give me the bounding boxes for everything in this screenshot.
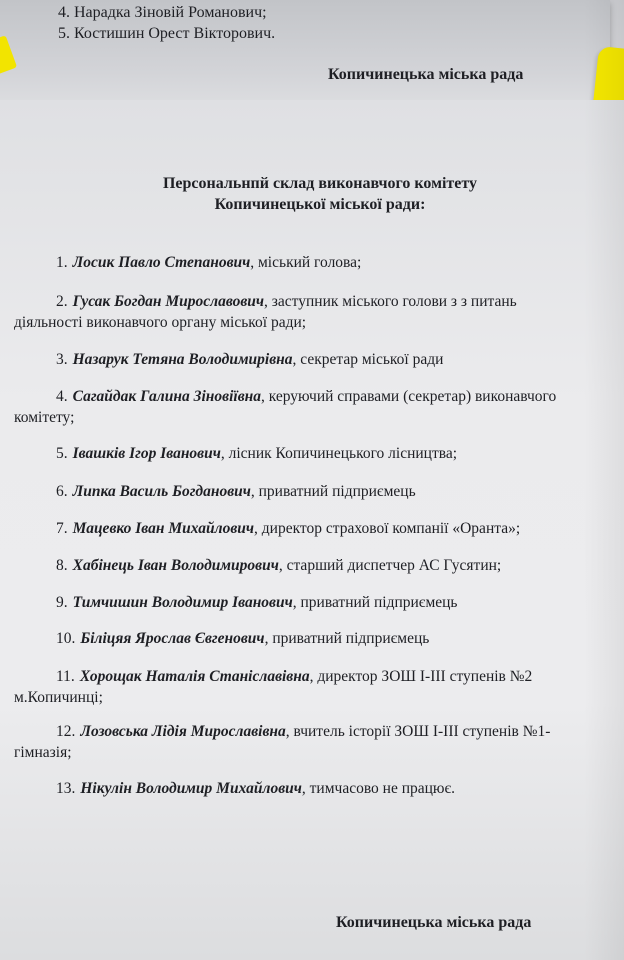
member-num: 13. (56, 780, 76, 797)
member-num: 7. (56, 520, 68, 537)
member-role-cont: діяльності виконавчого органу міської ради; (14, 314, 307, 331)
member-10 (14, 628, 612, 649)
council-name-top: Копичинецька міська рада (328, 66, 524, 83)
member-role: , лісник Копичинецького лісництва; (220, 445, 458, 462)
member-12 (14, 721, 612, 763)
member-name: Мацевко Іван Михайлович (72, 520, 255, 537)
member-role: , заступник міського голови з з питань (264, 293, 517, 310)
member-1 (14, 252, 612, 273)
member-9 (14, 592, 612, 613)
member-num: 6. (56, 483, 68, 500)
member-role: , старший диспетчер АС Гусятин; (278, 557, 502, 574)
member-role: , міський голова; (250, 254, 362, 271)
member-name: Івашків Ігор Іванович (72, 445, 221, 462)
member-4 (14, 386, 612, 428)
member-role: , приватний підприємець (250, 483, 416, 500)
council-name-bottom: Копичинецька міська рада (336, 914, 532, 931)
member-role: , директор ЗОШ I-III ступенів №2 (309, 668, 533, 685)
previous-page-sheet (0, 0, 610, 104)
member-name: Нікулін Володимир Михайлович (80, 780, 302, 797)
list-item-4: 4. Нарадка Зіновій Романович; (58, 4, 267, 21)
member-num: 4. (56, 388, 68, 405)
member-name: Хабінець Іван Володимирович (72, 557, 279, 574)
member-name: Тимчишин Володимир Іванович (72, 594, 293, 611)
member-num: 12. (56, 723, 76, 740)
member-role: , директор страхової компанії «Оранта»; (254, 520, 521, 537)
member-role: , керуючий справами (секретар) виконавчого (260, 388, 557, 405)
member-num: 1. (56, 254, 68, 271)
member-role: , тимчасово не працює. (301, 780, 456, 797)
member-num: 10. (56, 630, 76, 647)
member-num: 3. (56, 351, 68, 368)
member-role-cont: гімназія; (14, 744, 72, 761)
member-name: Біліцяя Ярослав Євгенович (80, 630, 265, 647)
list-item-5: 5. Костишин Орест Вікторович. (58, 25, 276, 42)
member-name: Сагайдак Галина Зіновіївна (72, 388, 261, 405)
heading-line-1: Персональнпй склад виконавчого комітету (162, 175, 478, 192)
member-num: 2. (56, 293, 68, 310)
member-3 (14, 349, 612, 370)
member-8 (14, 555, 612, 576)
member-11 (14, 666, 612, 708)
member-role: , вчитель історії ЗОШ I-III ступенів №1- (285, 723, 551, 740)
member-role: , приватний підприємець (264, 630, 430, 647)
member-name: Назарук Тетяна Володимирівна (72, 351, 293, 368)
member-2 (14, 291, 612, 333)
member-role: , секретар міської ради (292, 351, 444, 368)
member-role: , приватний підприємець (292, 594, 458, 611)
member-6 (14, 481, 612, 502)
member-name: Липка Василь Богданович (72, 483, 251, 500)
member-name: Гусак Богдан Мирославович (72, 293, 265, 310)
member-role-cont: комітету; (14, 409, 75, 426)
heading-line-2: Копичинецької міської ради: (214, 196, 426, 213)
member-7 (14, 518, 612, 539)
member-5 (14, 443, 612, 464)
member-role-cont: м.Копичинці; (14, 689, 103, 706)
member-name: Лозовська Лідія Мирославівна (80, 723, 286, 740)
member-num: 5. (56, 445, 68, 462)
member-name: Хорощак Наталія Станіславівна (79, 668, 310, 685)
member-num: 9. (56, 594, 68, 611)
member-num: 11. (56, 668, 75, 685)
member-13 (14, 778, 612, 799)
member-name: Лосик Павло Степанович (72, 254, 251, 271)
member-num: 8. (56, 557, 68, 574)
